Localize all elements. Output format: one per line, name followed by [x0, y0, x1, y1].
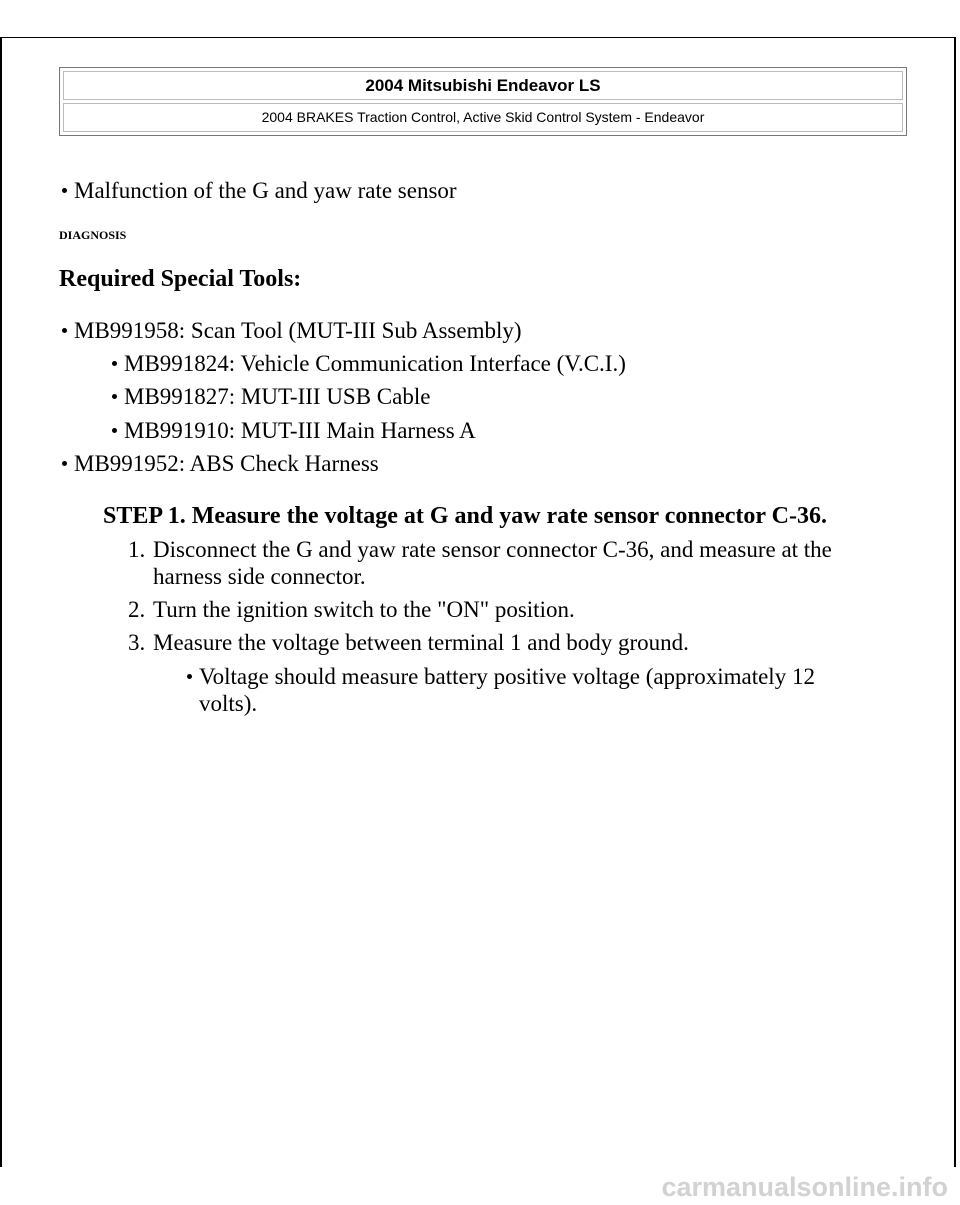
step-heading: STEP 1. Measure the voltage at G and yaw rate sensor connector C-36.	[103, 503, 827, 529]
step-number: 3.	[128, 630, 146, 655]
header-title: 2004 Mitsubishi Endeavor LS	[63, 71, 903, 100]
step-number: 1.	[128, 537, 146, 562]
tool-subitem	[112, 418, 476, 444]
header-subtitle: 2004 BRAKES Traction Control, Active Skid Control System - Endeavor	[63, 103, 903, 132]
bullet-icon	[112, 394, 117, 399]
step-number: 2.	[128, 597, 146, 622]
tools-heading: Required Special Tools:	[59, 266, 302, 292]
tool-item	[62, 451, 379, 477]
tool-item	[62, 318, 522, 344]
bullet-icon	[112, 428, 117, 433]
document-header	[59, 67, 907, 136]
watermark: carmanualsonline.info	[661, 1172, 948, 1202]
page-frame-left	[0, 37, 2, 1167]
tool-text: MB991910: MUT-III Main Harness A	[124, 418, 476, 443]
tool-text: MB991824: Vehicle Communication Interface (V.C.I.)	[124, 351, 626, 376]
diagnosis-heading: DIAGNOSIS	[59, 228, 127, 242]
tool-subitem	[112, 351, 626, 377]
bullet-icon	[62, 461, 67, 466]
spec-text-continued: volts).	[199, 691, 258, 716]
step-text: Disconnect the G and yaw rate sensor connector C-36, and measure at the	[153, 537, 832, 562]
spec-item	[187, 664, 815, 690]
page-frame-top	[0, 37, 956, 38]
bullet-icon	[112, 361, 117, 366]
spec-text: Voltage should measure battery positive voltage (approximately 12	[199, 664, 815, 689]
page-frame-right	[954, 37, 956, 1167]
tool-subitem	[112, 384, 430, 410]
step-text: Measure the voltage between terminal 1 and body ground.	[153, 630, 689, 655]
tool-text: MB991958: Scan Tool (MUT-III Sub Assembly)	[74, 318, 522, 343]
step-item	[128, 537, 832, 563]
step-item	[128, 597, 575, 623]
cause-list-item	[62, 178, 457, 204]
bullet-icon	[187, 674, 192, 679]
step-text-continued: harness side connector.	[153, 564, 366, 589]
bullet-icon	[62, 188, 67, 193]
step-item	[128, 630, 689, 656]
tool-text: MB991952: ABS Check Harness	[74, 451, 379, 476]
cause-text: Malfunction of the G and yaw rate sensor	[74, 178, 457, 203]
bullet-icon	[62, 328, 67, 333]
tool-text: MB991827: MUT-III USB Cable	[124, 384, 431, 409]
step-text: Turn the ignition switch to the "ON" position.	[153, 597, 575, 622]
